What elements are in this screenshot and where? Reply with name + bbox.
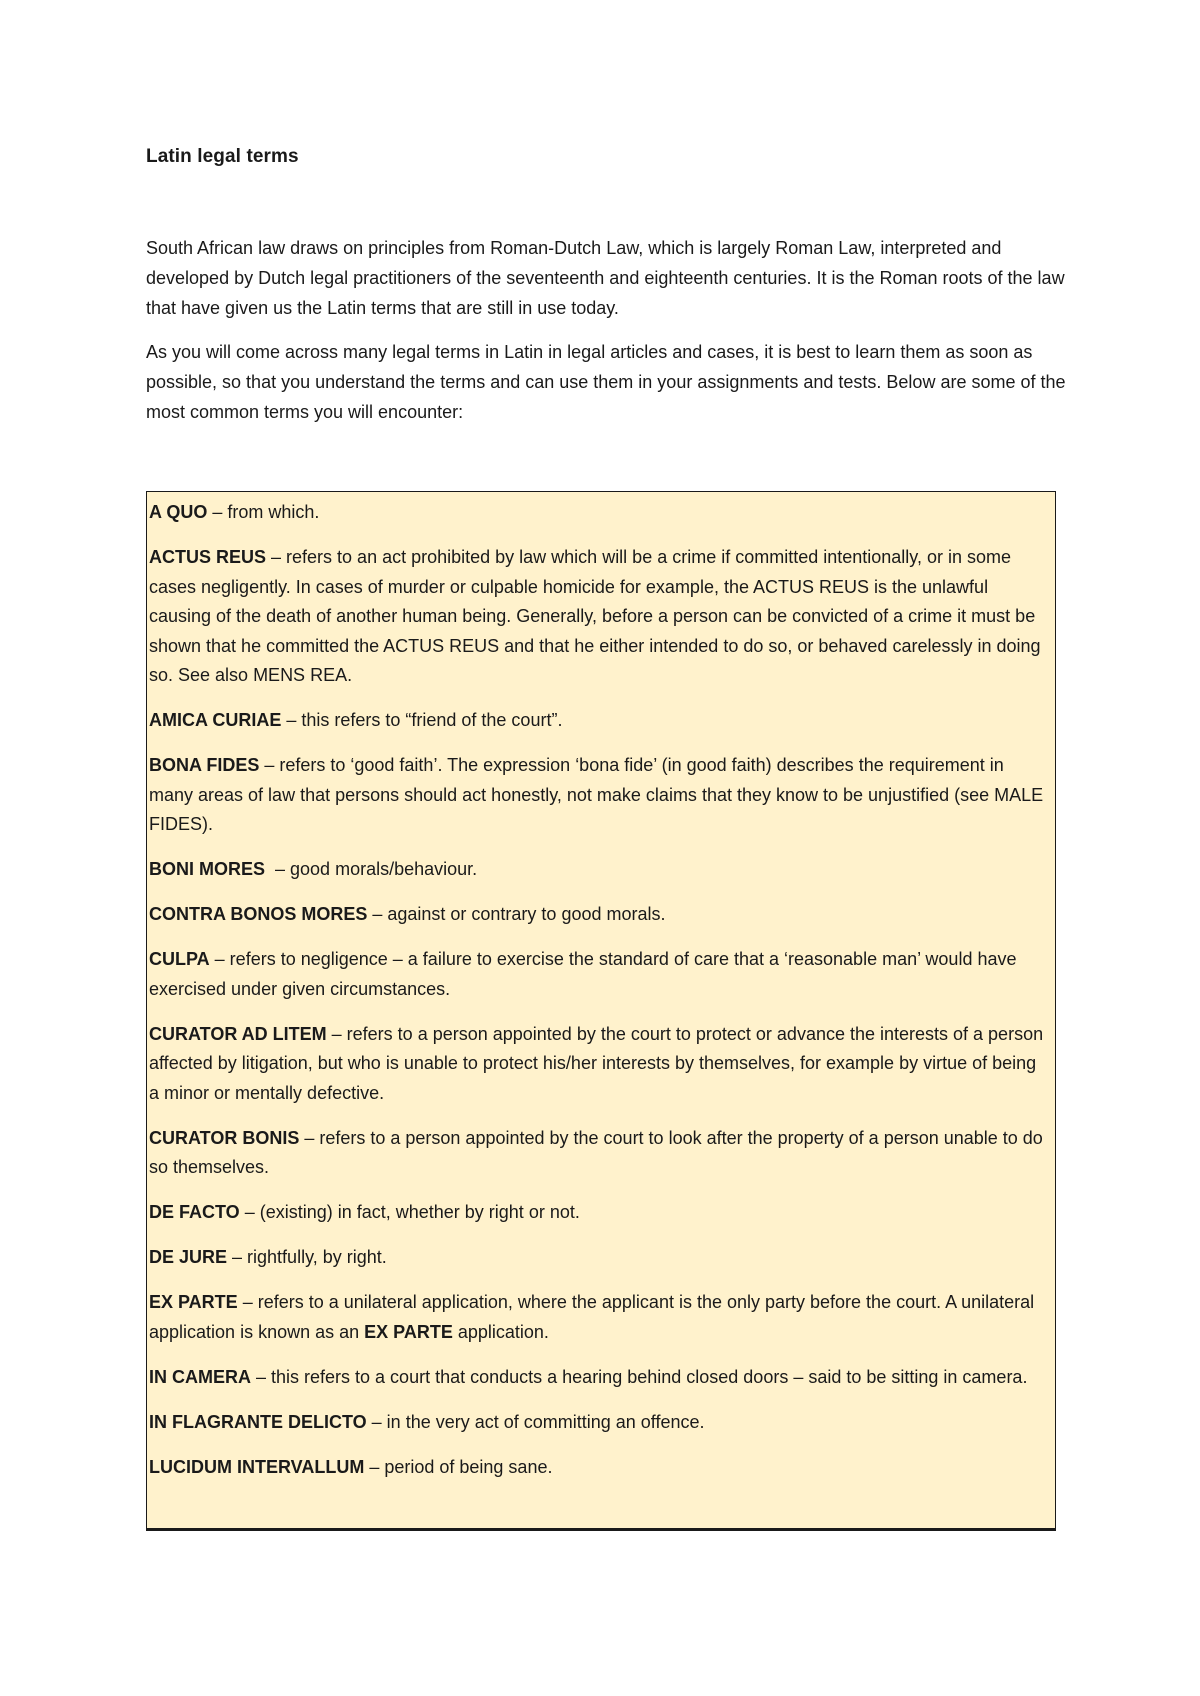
term-entry: [149, 1363, 1051, 1393]
term-definition: – refers to a unilateral application, where the applicant is the only party before the court. A unilateral application is known as an: [149, 1292, 1035, 1342]
term-definition: – (existing) in fact, whether by right or not.: [239, 1202, 580, 1222]
term-entry: [149, 1243, 1051, 1273]
document-title: Latin legal terms: [146, 146, 299, 167]
term-name-inline: EX PARTE: [364, 1321, 453, 1342]
term-definition: – against or contrary to good morals.: [367, 904, 666, 924]
term-definition: – period of being sane.: [364, 1456, 553, 1477]
term-name: AMICA CURIAE: [149, 710, 282, 730]
term-name: BONA FIDES: [149, 755, 260, 775]
term-name: EX PARTE: [149, 1292, 238, 1312]
intro-paragraph: South African law draws on principles from Roman-Dutch Law, which is largely Roman Law, interpreted and developed by Dutch legal practitioners of the seventeenth and eighteenth centuries. It is the Roman roots of the law that have given us the Latin terms that are still in use today.: [146, 238, 1065, 318]
term-entry: [149, 751, 1051, 840]
term-entry: [149, 1124, 1051, 1183]
term-entry: [149, 1020, 1051, 1109]
term-entry: [149, 945, 1051, 1004]
term-name: ACTUS REUS: [149, 547, 267, 567]
term-entry: [149, 706, 1051, 736]
term-entry: [149, 1288, 1051, 1347]
term-name: IN CAMERA: [149, 1366, 251, 1387]
term-definition: – this refers to a court that conducts a hearing behind closed doors – said to be sitting in camera.: [251, 1366, 1028, 1387]
term-definition: – rightfully, by right.: [227, 1247, 387, 1267]
term-name: DE FACTO: [149, 1202, 240, 1222]
term-name: IN FLAGRANTE DELICTO: [149, 1411, 367, 1432]
term-definition: – refers to a person appointed by the court to protect or advance the interests of a person affected by litigation, but who is unable to protect his/her interests by themselves, for example by virtue of being a minor or mentally defective.: [149, 1023, 1044, 1103]
term-entry: [149, 900, 1051, 930]
term-definition: – refers to an act prohibited by law which will be a crime if committed intentionally, or in some cases negligently. In cases of murder or culpable homicide for example, the ACTUS REUS is the unlawful causing of the death of another human being. Generally, before a person can be convicted of a crime it must be shown that he committed the ACTUS REUS and that he either intended to do so, or behaved carelessly in doing so. See also MENS REA.: [149, 547, 1041, 685]
term-name: DE JURE: [149, 1247, 228, 1267]
term-entry: [149, 1453, 1051, 1483]
terms-box: [146, 491, 1056, 1531]
term-name: CURATOR AD LITEM: [149, 1023, 327, 1044]
term-definition: – refers to ‘good faith’. The expression ‘bona fide’ (in good faith) describes the requirement in many areas of law that persons should act honestly, not make claims that they know to be unjustified (see MALE FIDES).: [149, 755, 1044, 834]
term-definition: – refers to a person appointed by the court to look after the property of a person unable to do so themselves.: [149, 1127, 1043, 1177]
term-name: BONI MORES: [149, 859, 266, 879]
term-definition: – good morals/behaviour.: [265, 859, 478, 879]
term-entry: [149, 1198, 1051, 1228]
term-definition: – from which.: [207, 502, 320, 522]
term-name: CURATOR BONIS: [149, 1127, 300, 1148]
term-entry: [149, 855, 1051, 885]
term-name: LUCIDUM INTERVALLUM: [149, 1456, 365, 1477]
term-definition: – in the very act of committing an offence.: [366, 1411, 705, 1432]
term-definition: – refers to negligence – a failure to exercise the standard of care that a ‘reasonable man’ would have exercised under given circumstances.: [149, 949, 1017, 999]
term-entry: [149, 1408, 1051, 1438]
term-definition: application.: [452, 1321, 549, 1342]
intro-paragraph: As you will come across many legal terms in Latin in legal articles and cases, it is best to learn them as soon as possible, so that you understand the terms and can use them in your assignments and tests. Below are some of the most common terms you will encounter:: [146, 342, 1066, 422]
term-name: CONTRA BONOS MORES: [149, 904, 368, 924]
term-name: CULPA: [149, 949, 210, 969]
term-definition: – this refers to “friend of the court”.: [281, 710, 563, 730]
intro-section: [146, 233, 1066, 441]
term-name: A QUO: [149, 502, 208, 522]
term-entry: [149, 498, 1051, 528]
term-entry: [149, 543, 1051, 691]
